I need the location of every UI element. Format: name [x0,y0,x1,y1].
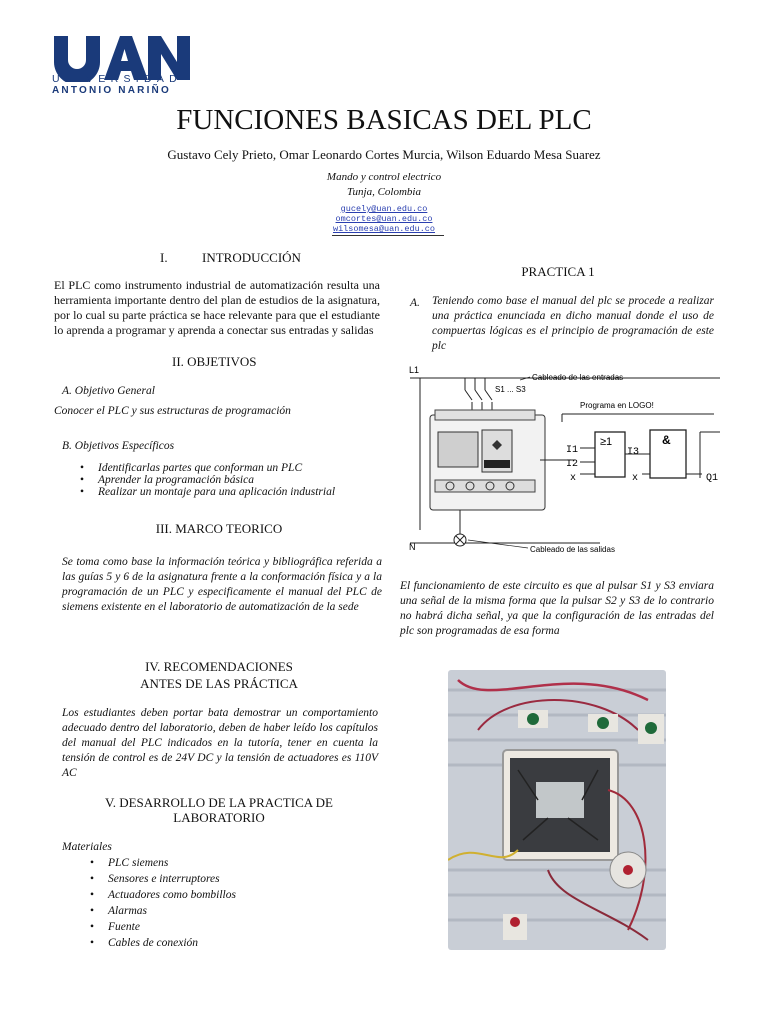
list-item: • Actuadores como bombillos [64,887,364,903]
plc-wiring-diagram [400,360,726,560]
item-a-text: Teniendo como base el manual del plc se procede a realizar una práctica enunciada en dicho manual donde el uso de compuertas lógicas es el principio de programación de este plc [432,295,714,352]
objetivos-list [54,462,384,498]
section-heading-desarrollo-2: LABORATORIO [173,810,265,825]
list-item: • Cables de conexión [64,935,364,951]
label-switches: S1 ... S3 [495,385,526,394]
subheading-objetivo-general: A. Objetivo General [62,385,155,397]
item-a-label: A. [410,297,420,309]
section-heading-desarrollo: V. DESARROLLO DE LA PRACTICA DE [104,795,333,810]
label-q1: Q1 [706,473,719,484]
objetivo-general-text: Conocer el PLC y sus estructuras de programación [54,405,291,417]
section-heading-recomendaciones-2: ANTES DE LAS PRÁCTICA [140,676,298,691]
list-item: • PLC siemens [64,855,364,871]
affiliation-city: Tunja, Colombia [347,186,421,198]
label-l1: L1 [409,365,420,375]
materiales-list [64,855,364,951]
function-paragraph: El funcionamiento de este circuito es que al pulsar S1 y S3 enviara una señal de la misma forma que la pulsar S2 y S3 de lo contrario no habrá dicha señal, ya que la configuración de las entradas del plc son programadas de esa forma [400,580,714,637]
affiliation-dept: Mando y control electrico [326,171,442,183]
paper-title: FUNCIONES BASICAS DEL PLC [176,104,592,136]
section-heading-intro: INTRODUCCIÓN [202,250,301,265]
label-input-wiring: Cableado de las entradas [532,373,624,382]
materiales-label: Materiales [62,841,112,853]
section-heading-objetivos: II. OBJETIVOS [172,354,257,369]
gate-or: ≥1 [600,436,613,448]
marco-paragraph: Se toma como base la información teórica y bibliográfica referida a las guías 5 y 6 de la asignatura frente a la conformación física y a la programación de un PLC y especificamente el manual del PLC de siemens existente en el laboratorio de automatización de la sede [62,556,382,613]
list-item: • Aprender la programación básica [54,474,384,486]
email-link[interactable]: omcortes@uan.edu.co [335,214,433,224]
intro-paragraph: El PLC como instrumento industrial de automatización resulta una herramienta importante dentro del plan de estudios de la asignatura, por lo cual su parte práctica se hace relevante para que el estudiante lo aprenda a programar y aprenda a conectar sus entradas y salidas [54,278,380,337]
label-i1: I1 [566,445,579,456]
authors: Gustavo Cely Prieto, Omar Leonardo Cortes Murcia, Wilson Eduardo Mesa Suarez [167,147,601,162]
lab-setup-photo [448,670,666,950]
gate-and: & [662,433,671,447]
logo-university-line: UNIVERSIDAD [52,73,183,85]
email-rule [332,235,444,236]
section-heading-marco: III. MARCO TEORICO [155,521,283,536]
label-x2: x [632,473,639,484]
recomendaciones-paragraph: Los estudiantes deben portar bata demostrar un comportamiento adecuado dentro del laboratorio, deben de haber leído los capítulos del manual del PLC indicados en la tutoría, tener en cuenta la tensión de control es de 24V DC y la tensión de actuadores es 110V AC [62,707,378,779]
label-output-wiring: Cableado de las salidas [530,545,615,554]
email-link[interactable]: wilsomesa@uan.edu.co [332,224,436,234]
logo-name-line: ANTONIO NARIÑO [52,85,171,96]
label-program: Programa en LOGO! [580,401,654,410]
subheading-objetivos-especificos: B. Objetivos Específicos [62,440,175,452]
section-heading-recomendaciones: IV. RECOMENDACIONES [145,659,293,674]
list-item: • Identificarlas partes que conforman un PLC [54,462,384,474]
label-i2: I2 [566,459,579,470]
list-item: • Fuente [64,919,364,935]
email-link[interactable]: gucely@uan.edu.co [340,204,428,214]
section-heading-practica: PRACTICA 1 [521,264,595,279]
label-n: N [409,542,416,552]
list-item: • Alarmas [64,903,364,919]
list-item: • Realizar un montaje para una aplicación industrial [54,486,384,498]
label-x1: x [570,473,577,484]
label-i3: I3 [627,447,640,458]
section-number: I. [160,250,168,265]
list-item: • Sensores e interruptores [64,871,364,887]
